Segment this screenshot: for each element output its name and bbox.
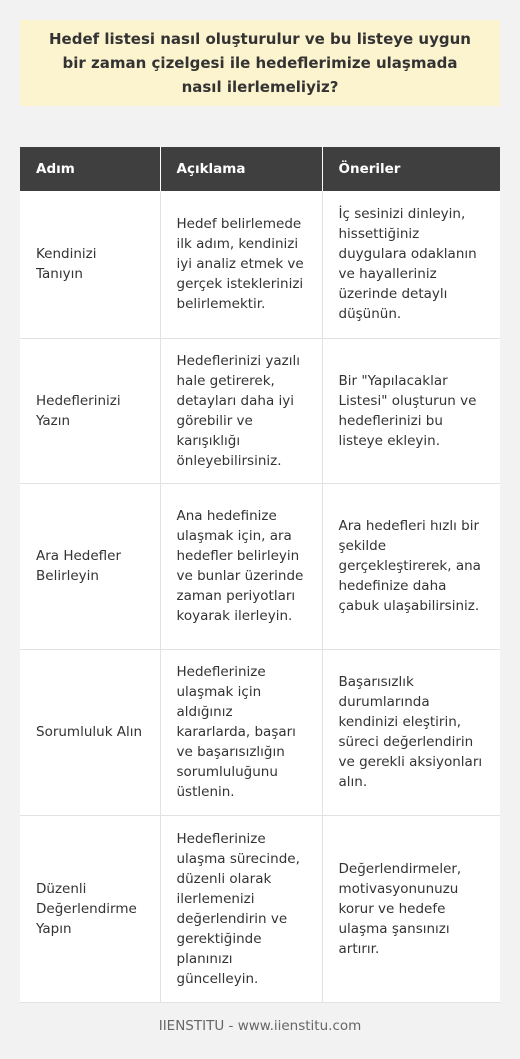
suggestion-cell: Bir "Yapılacaklar Listesi" oluşturun ve hedeflerinizi bu listeye ekleyin. — [322, 338, 500, 483]
step-cell: Sorumluluk Alın — [20, 649, 160, 815]
suggestion-cell: İç sesinizi dinleyin, hissettiğiniz duygulara odaklanın ve hayalleriniz üzerinde detaylı düşünün. — [322, 191, 500, 338]
suggestion-cell: Değerlendirmeler, motivasyonunuzu korur ve hedefe ulaşma şansınızı artırır. — [322, 815, 500, 1002]
description-cell: Ana hedefinize ulaşmak için, ara hedefler belirleyin ve bunlar üzerinde zaman periyotları koyarak ilerleyin. — [160, 483, 322, 649]
table-header-row — [20, 147, 500, 191]
step-cell: Düzenli Değerlendirme Yapın — [20, 815, 160, 1002]
column-header-description: Açıklama — [160, 147, 322, 191]
table-row — [20, 649, 500, 815]
page-title: Hedef listesi nasıl oluşturulur ve bu listeye uygun bir zaman çizelgesi ile hedeflerimize ulaşmada nasıl ilerlemeliyiz? — [49, 30, 471, 96]
table-row — [20, 815, 500, 1002]
description-cell: Hedeflerinizi yazılı hale getirerek, detayları daha iyi görebilir ve karışıklığı önleyebilirsiniz. — [160, 338, 322, 483]
description-cell: Hedeflerinize ulaşmak için aldığınız kararlarda, başarı ve başarısızlığın sorumluluğunu üstlenin. — [160, 649, 322, 815]
title-banner — [20, 20, 500, 106]
description-cell: Hedef belirlemede ilk adım, kendinizi iyi analiz etmek ve gerçek isteklerinizi belirlemektir. — [160, 191, 322, 338]
goals-table — [20, 147, 500, 1003]
table-row — [20, 338, 500, 483]
column-header-suggestions: Öneriler — [322, 147, 500, 191]
suggestion-cell: Ara hedefleri hızlı bir şekilde gerçekleştirerek, ana hedefinize daha çabuk ulaşabilirsiniz. — [322, 483, 500, 649]
step-cell: Kendinizi Tanıyın — [20, 191, 160, 338]
footer-credit: IIENSTITU - www.iienstitu.com — [158, 1018, 362, 1034]
step-cell: Hedeflerinizi Yazın — [20, 338, 160, 483]
suggestion-cell: Başarısızlık durumlarında kendinizi eleştirin, süreci değerlendirin ve gerekli aksiyonları alın. — [322, 649, 500, 815]
table-row — [20, 191, 500, 338]
column-header-step: Adım — [20, 147, 160, 191]
table-row — [20, 483, 500, 649]
step-cell: Ara Hedefler Belirleyin — [20, 483, 160, 649]
description-cell: Hedeflerinize ulaşma sürecinde, düzenli olarak ilerlemenizi değerlendirin ve gerektiğinde planınızı güncelleyin. — [160, 815, 322, 1002]
